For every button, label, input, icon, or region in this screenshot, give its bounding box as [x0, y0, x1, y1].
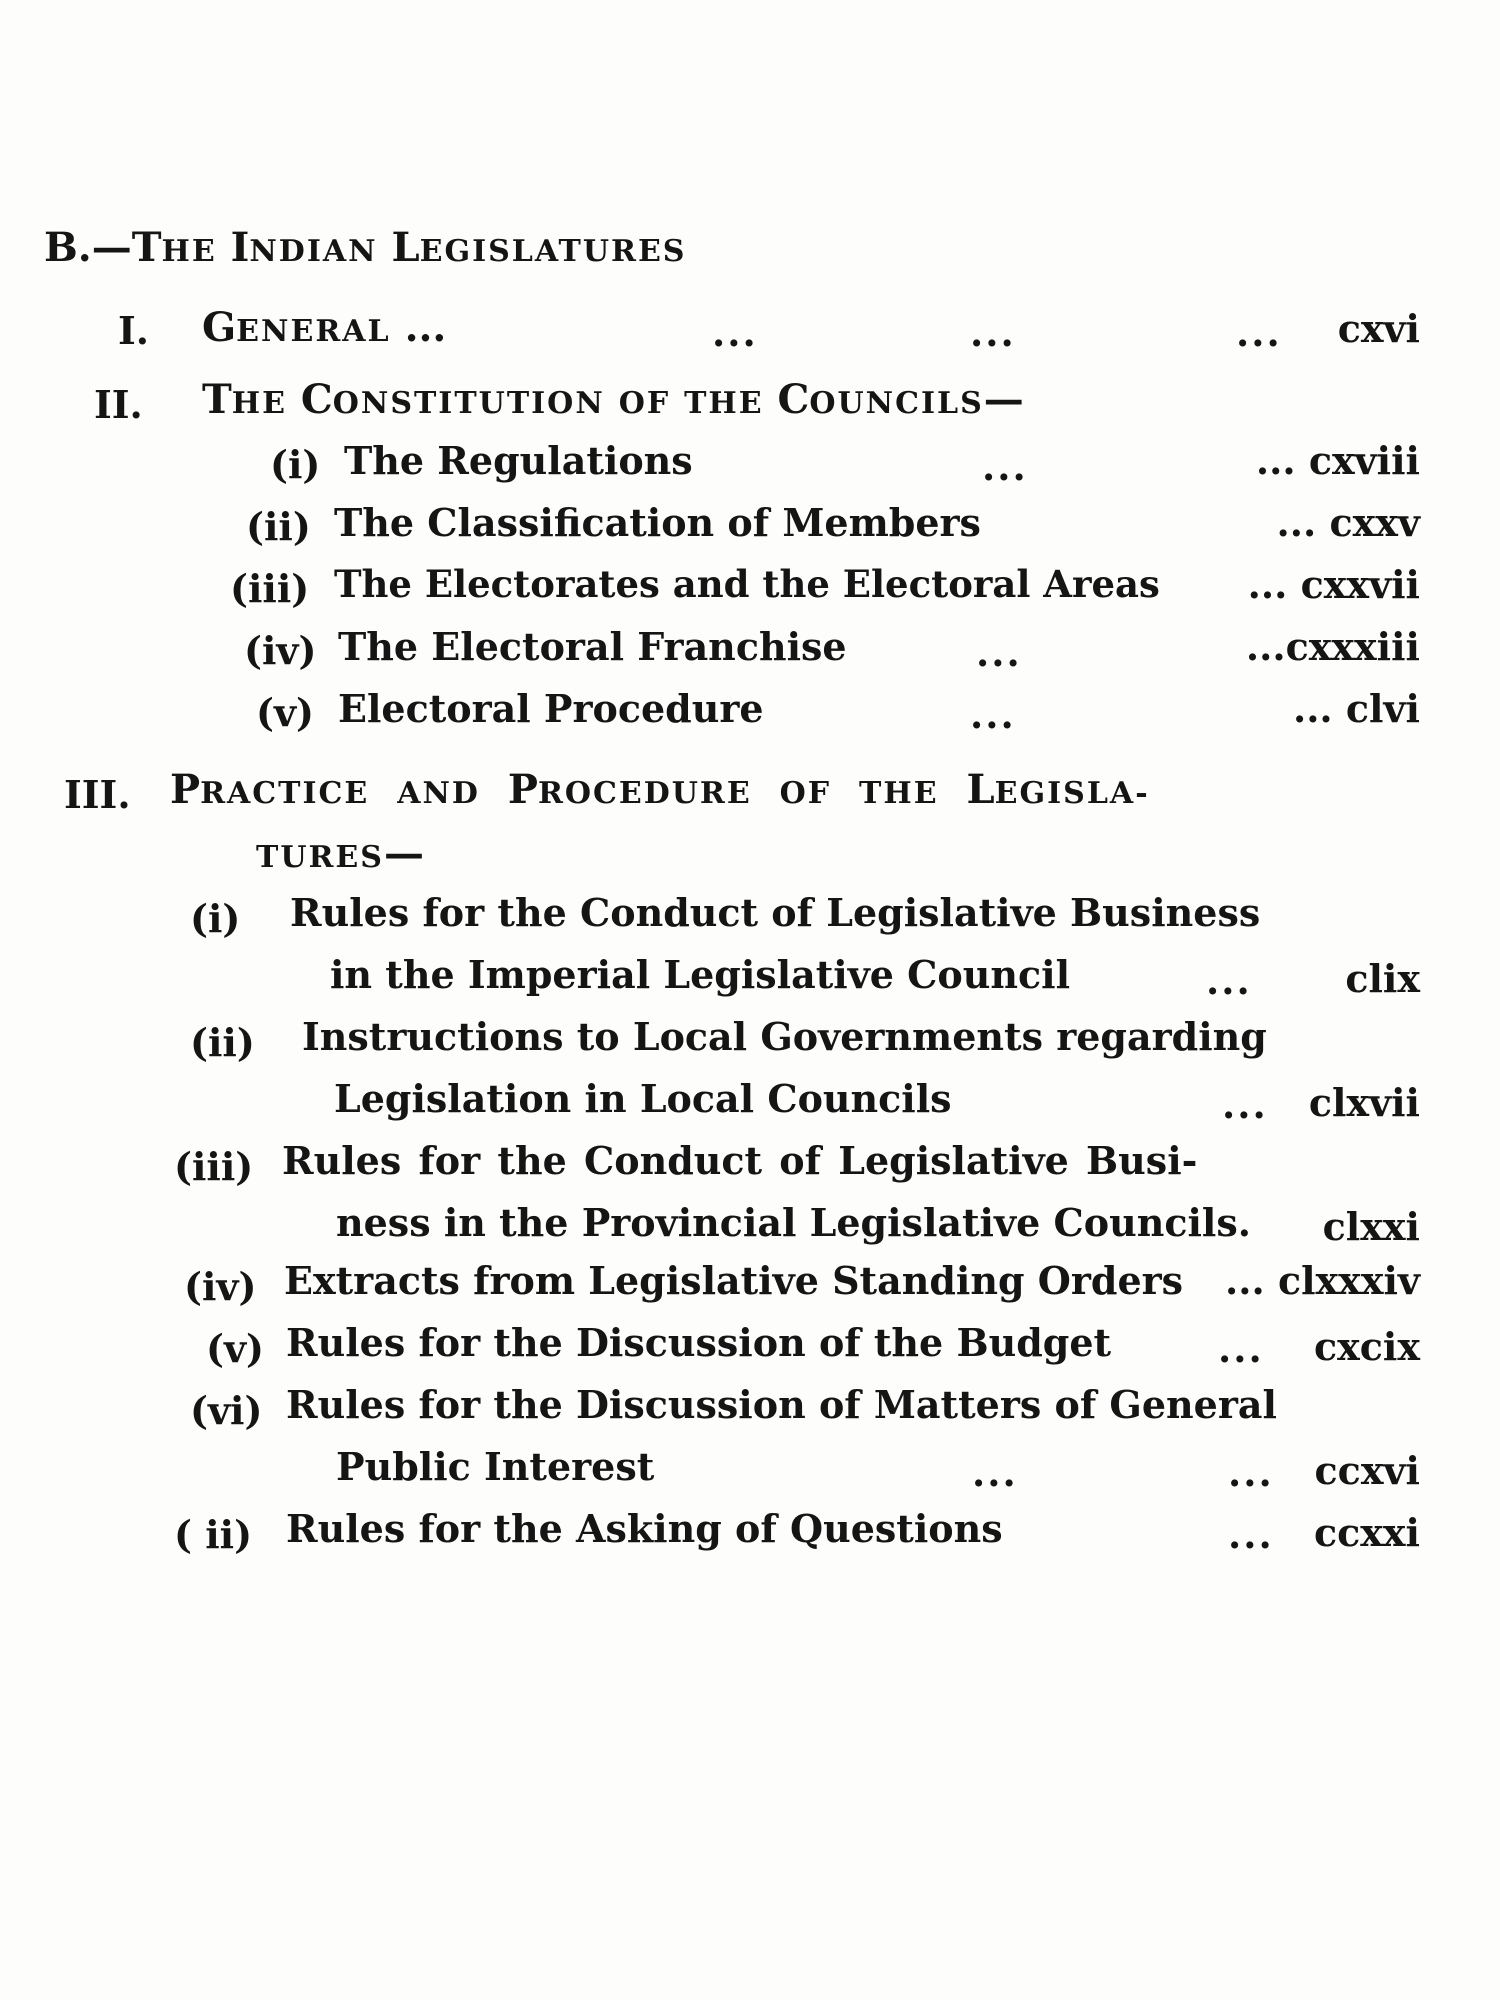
section-letter: B. — [44, 224, 92, 271]
page-number: cxvi — [1337, 306, 1420, 351]
section-dash: — — [91, 224, 132, 271]
part-title-practice-cont: TURES— — [256, 830, 424, 877]
page-number: clxvii — [1308, 1080, 1420, 1125]
leader-dots: ... — [1222, 1082, 1268, 1127]
leader-dots: ... — [712, 310, 758, 355]
page-number: clix — [1345, 956, 1420, 1001]
leader-dots: ... — [970, 692, 1016, 737]
leader-dots: ... — [1228, 1450, 1274, 1495]
item-page-with-leader: ... clvi — [1292, 686, 1420, 731]
item-text: Rules for the Discussion of the Budget — [286, 1320, 1112, 1365]
leader-dots: ... — [1206, 958, 1252, 1003]
part-title-constitution: THE CONSTITUTION OF THE COUNCILS— — [202, 376, 1024, 423]
item-text: Rules for the Asking of Questions — [286, 1506, 1003, 1551]
item-number: (iii) — [230, 566, 310, 611]
section-heading — [44, 224, 687, 271]
part-numeral: I. — [118, 308, 150, 353]
page-number: clxxi — [1322, 1204, 1420, 1249]
item-number: (ii) — [190, 1020, 255, 1065]
item-number: (v) — [206, 1326, 265, 1371]
part-title-practice: PRACTICE AND PROCEDURE OF THE LEGISLA- — [170, 766, 1150, 813]
item-number: (v) — [256, 690, 315, 735]
item-text: The Classification of Members — [334, 500, 981, 545]
item-text-cont: ness in the Provincial Legislative Councils. — [336, 1200, 1251, 1245]
item-page-with-leader: ... cxxv — [1276, 500, 1420, 545]
leader-dots: ... — [970, 310, 1016, 355]
item-text: The Electoral Franchise — [338, 624, 847, 669]
heading-word: THE — [131, 224, 217, 271]
item-number: (i) — [190, 896, 241, 941]
part-numeral: II. — [94, 382, 143, 427]
item-text-cont: in the Imperial Legislative Council — [330, 952, 1071, 997]
item-page-with-leader: ...cxxxiii — [1245, 624, 1420, 669]
part-numeral: III. — [64, 772, 131, 817]
leader-dots: ... — [976, 630, 1022, 675]
item-text: The Regulations — [344, 438, 693, 483]
item-text: Rules for the Conduct of Legislative Business — [290, 890, 1261, 935]
item-text: Instructions to Local Governments regarding — [302, 1014, 1267, 1059]
item-text: Rules for the Conduct of Legislative Busi- — [282, 1138, 1198, 1183]
item-text: Extracts from Legislative Standing Orders — [284, 1258, 1184, 1303]
leader-dots: ... — [972, 1450, 1018, 1495]
page-number: ccxvi — [1314, 1448, 1420, 1493]
page-number: ccxxi — [1313, 1510, 1420, 1555]
item-number: (iv) — [184, 1264, 257, 1309]
page-number: cxcix — [1313, 1324, 1420, 1369]
leader-dots: ... — [1228, 1512, 1274, 1557]
item-page-with-leader: ... cxviii — [1255, 438, 1420, 483]
item-number: (iii) — [174, 1144, 254, 1189]
item-number: (iv) — [244, 628, 317, 673]
item-text-cont: Public Interest — [336, 1444, 655, 1489]
item-page-with-leader: ... cxxvii — [1247, 562, 1420, 607]
item-number: (ii) — [246, 504, 311, 549]
leader-dots: ... — [982, 444, 1028, 489]
item-text: The Electorates and the Electoral Areas — [334, 562, 1160, 606]
leader-dots: ... — [1236, 310, 1282, 355]
part-title-general: GENERAL ... — [202, 304, 447, 351]
item-text: Rules for the Discussion of Matters of General — [286, 1382, 1277, 1427]
heading-word: INDIAN — [230, 224, 378, 271]
item-number: (i) — [270, 442, 321, 487]
heading-word: LEGISLATURES — [391, 224, 687, 271]
item-text-cont: Legislation in Local Councils — [334, 1076, 952, 1121]
item-text: Electoral Procedure — [338, 686, 764, 731]
item-page-with-leader: ... clxxxiv — [1225, 1258, 1420, 1303]
item-number: (vi) — [190, 1388, 263, 1433]
leader-dots: ... — [1218, 1326, 1264, 1371]
item-number: ( ii) — [174, 1512, 253, 1557]
